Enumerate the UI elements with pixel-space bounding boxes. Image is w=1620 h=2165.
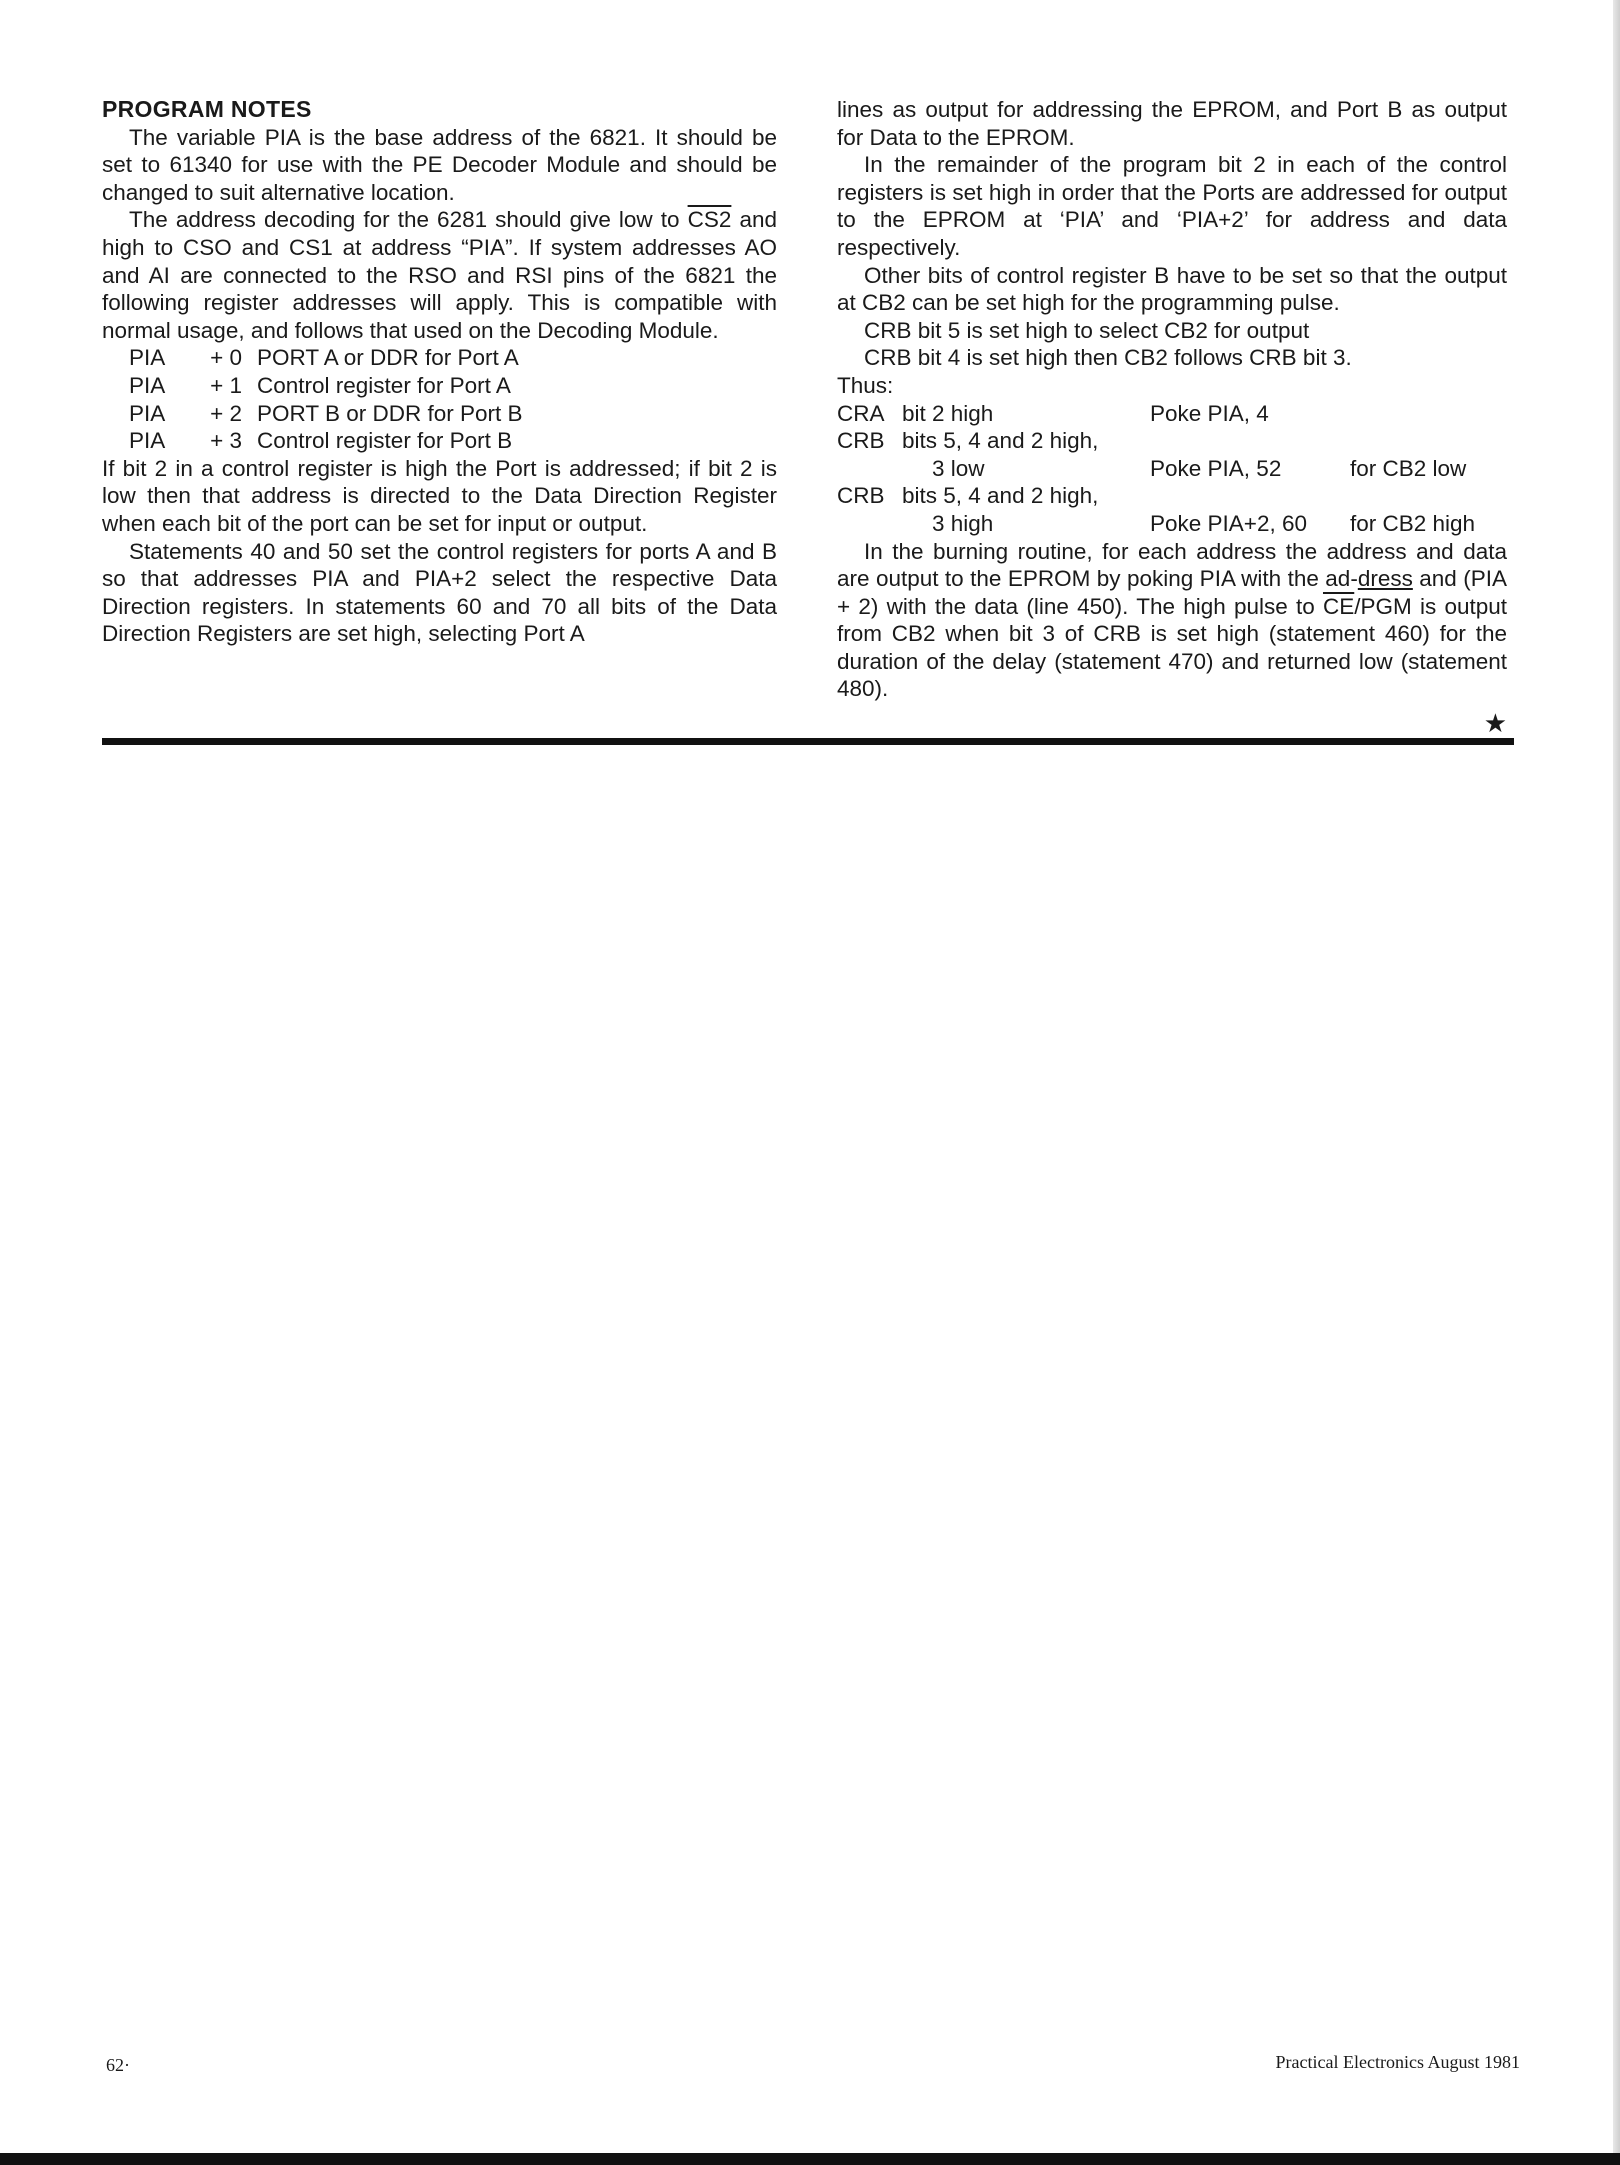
paragraph: In the remainder of the program bit 2 in each of the control registers is set high in order that the Ports are addressed for output to the EPROM at ‘PIA’ and ‘PIA+2’ for address and data respectively. [837, 152, 1507, 260]
control-bits: bits 5, 4 and 2 high, [902, 428, 1099, 454]
register-row [102, 372, 523, 400]
paragraph: CRB bit 5 is set high to select CB2 for output [864, 317, 1310, 343]
poke-statement: Poke PIA+2, 60 [1150, 510, 1307, 536]
control-row [837, 510, 1507, 538]
register-offset: + 2 [210, 400, 242, 426]
paragraph-text: and high to CSO and CS1 at address “PIA”. If system addresses AO and AI are connected to the RSO and RSI pins of the 6821 the following register addresses will apply. This is compatible with normal usage, and follows that used on the Decoding Module. [102, 207, 777, 343]
paragraph: The variable PIA is the base address of the 6821. It should be set to 61340 for use with the PE Decoder Module and should be changed to suit alternative location. [102, 124, 777, 205]
left-column [102, 96, 777, 648]
row-note: for CB2 low [1350, 455, 1467, 481]
row-note: for CB2 high [1350, 510, 1476, 536]
underlined-text: dress [1357, 566, 1413, 592]
register-row [102, 427, 523, 455]
control-bits-sub-text: 3 high [932, 510, 994, 536]
register-desc: Control register for Port A [257, 372, 511, 398]
control-bits: bit 2 high [902, 400, 994, 426]
right-column [837, 96, 1507, 743]
register-desc: PORT A or DDR for Port A [257, 345, 519, 371]
control-register: CRA [837, 400, 885, 426]
register-offset: + 3 [210, 428, 242, 454]
control-bits-sub [902, 455, 1150, 483]
paragraph-text: The address decoding for the 6281 should give low to [129, 207, 688, 233]
control-bits-table [837, 400, 1507, 538]
control-register: CRB [837, 483, 885, 509]
paragraph: If bit 2 in a control register is high the Port is addressed; if bit 2 is low then that address is directed to the Data Direction Register when each bit of the port can be set for input or output. [102, 455, 777, 536]
paragraph: In the burning routine, for each address the address and data are output to the EPROM by poking PIA with the ad-dress and (PIA + 2) with the data (line 450). The high pulse to $\overline{CE}$/PGM is output from CB2 when bit 3 of CRB is set high (statement 460) for the duration of the delay (statement 470) and returned low (statement 480). [837, 538, 1508, 702]
control-row [837, 400, 1507, 428]
register-offset: + 0 [210, 345, 242, 371]
control-row [837, 427, 1507, 455]
register-name: PIA [129, 372, 166, 398]
register-name: PIA [129, 428, 166, 454]
paragraph: Statements 40 and 50 set the control registers for ports A and B so that addresses PIA and PIA+2 select the respective Data Direction registers. In statements 60 and 70 all bits of the Data Direction Registers are set high, selecting Port A [102, 538, 777, 647]
poke-statement: Poke PIA, 52 [1150, 455, 1282, 481]
control-row [837, 455, 1507, 483]
paragraph: Other bits of control register B have to be set so that the output at CB2 can be set high for the programming pulse. [837, 262, 1507, 316]
end-star-icon: ★ [1483, 708, 1507, 739]
control-register: CRB [837, 428, 885, 454]
control-bits-sub [902, 510, 1150, 538]
publication-credit: Practical Electronics August 1981 [1275, 2052, 1520, 2072]
cs2-signal: CS2 [687, 207, 732, 233]
control-row [837, 482, 1507, 510]
register-offset: + 1 [210, 372, 242, 398]
paragraph-text: /PGM is output from CB2 when bit 3 of CRB is set high (statement 460) for the duration of the delay (statement 470) and returned low (statement 480). [837, 593, 1508, 702]
paragraph: lines as output for addressing the EPROM, and Port B as output for Data to the EPROM. [837, 97, 1507, 150]
ce-signal: $\overline{CE}$ [1322, 593, 1355, 619]
scan-bottom-edge [0, 2153, 1620, 2165]
paragraph-text: In the burning routine, for each address the address and data are output to the EPROM by poking PIA with the ad [837, 538, 1507, 592]
paragraph-text: and (PIA + 2) with the data (line 450). The high pulse to [837, 566, 1507, 619]
thus-label: Thus: [837, 372, 894, 398]
page-number: 62· [106, 2055, 130, 2075]
section-divider [102, 738, 1514, 745]
row-note [1350, 400, 1507, 428]
poke-statement: Poke PIA, 4 [1150, 400, 1269, 426]
scan-edge [1613, 0, 1620, 2165]
register-desc: PORT B or DDR for Port B [257, 400, 523, 426]
register-table [102, 344, 523, 454]
section-heading: PROGRAM NOTES [102, 96, 312, 122]
register-desc: Control register for Port B [257, 428, 513, 454]
register-row [102, 344, 523, 372]
paragraph: CRB bit 4 is set high then CB2 follows CRB bit 3. [864, 345, 1352, 371]
control-bits-sub-text: 3 low [932, 455, 985, 481]
control-bits: bits 5, 4 and 2 high, [902, 483, 1099, 509]
paragraph [102, 206, 777, 344]
register-name: PIA [129, 400, 166, 426]
register-row [102, 400, 523, 428]
register-name: PIA [129, 345, 166, 371]
